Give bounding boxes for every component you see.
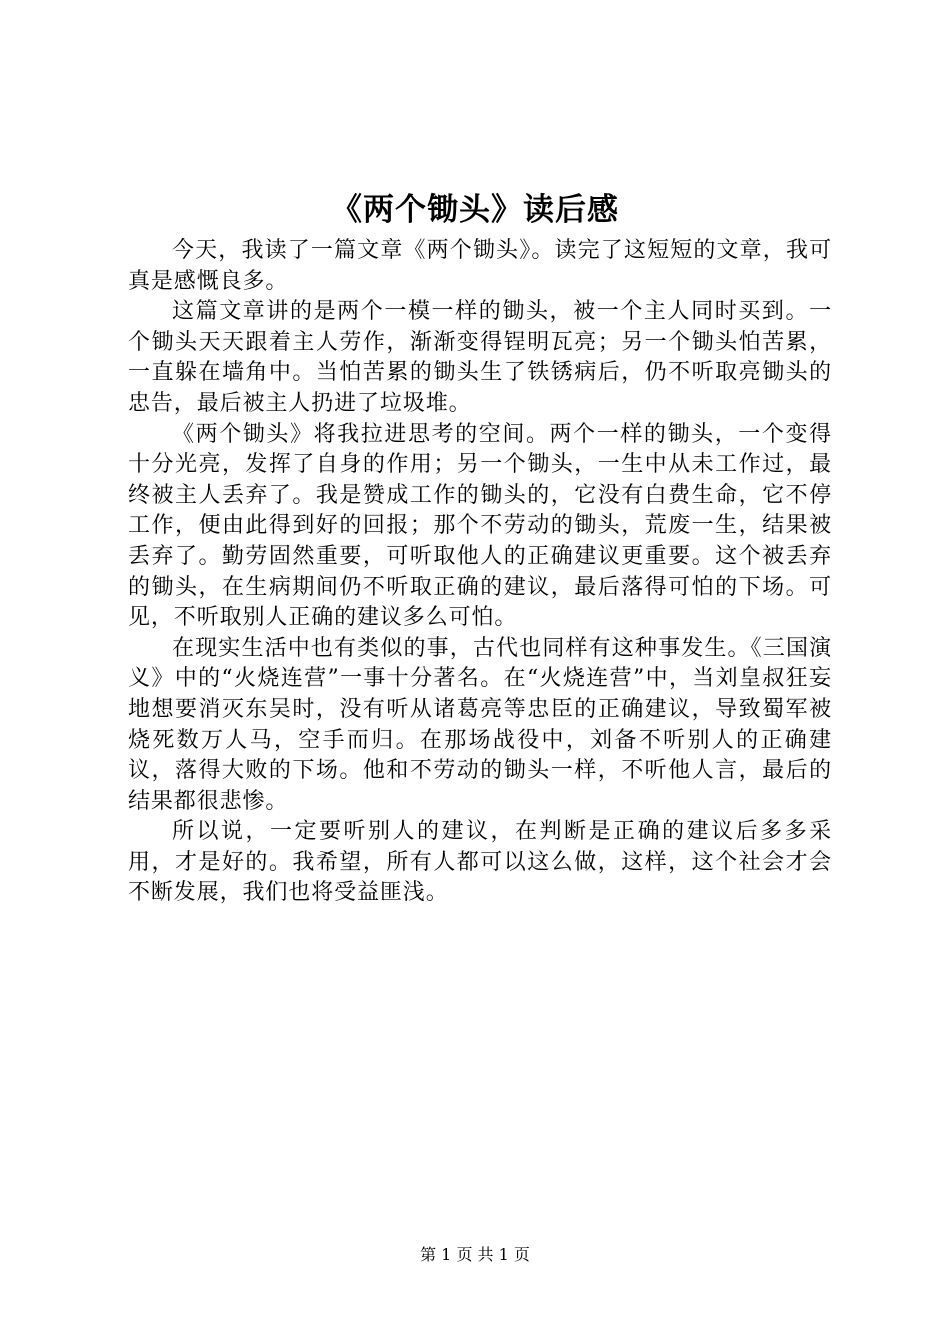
paragraph-5: 所以说，一定要听别人的建议，在判断是正确的建议后多多采用，才是好的。我希望，所有人都可以这么做，这样，这个社会才会不断发展，我们也将受益匪浅。: [128, 819, 832, 906]
paragraph-1: 今天，我读了一篇文章《两个锄头》。读完了这短短的文章，我可真是感慨良多。: [128, 238, 832, 294]
document-title: 《两个锄头》读后感: [331, 192, 619, 228]
paragraph-2: 这篇文章讲的是两个一模一样的锄头，被一个主人同时买到。一个锄头天天跟着主人劳作，渐渐变得锃明瓦亮；另一个锄头怕苦累，一直躲在墙角中。当怕苦累的锄头生了铁锈病后，仍不听取亮锄头的忠告，最后被主人扔进了垃圾堆。: [128, 299, 832, 416]
paragraph-4: 在现实生活中也有类似的事，古代也同样有这种事发生。《三国演义》中的“火烧连营”一事十分著名。在“火烧连营”中，当刘皇叔狂妄地想要消灭东吴时，没有听从诸葛亮等忠臣的正确建议，导致蜀军被烧死数万人马，空手而归。在那场战役中，刘备不听别人的正确建议，落得大败的下场。他和不劳动的锄头一样，不听他人言，最后的结果都很悲惨。: [128, 635, 832, 814]
page-footer: 第 1 页 共 1 页: [420, 1245, 530, 1264]
document-body: [128, 236, 832, 909]
paragraph-3: 《两个锄头》将我拉进思考的空间。两个一样的锄头，一个变得十分光亮，发挥了自身的作用；另一个锄头，一生中从未工作过，最终被主人丢弃了。我是赞成工作的锄头的，它没有白费生命，它不停工作，便由此得到好的回报；那个不劳动的锄头，荒废一生，结果被丢弃了。勤劳固然重要，可听取他人的正确建议更重要。这个被丢弃的锄头，在生病期间仍不听取正确的建议，最后落得可怕的下场。可见，不听取别人正确的建议多么可怕。: [128, 421, 832, 631]
